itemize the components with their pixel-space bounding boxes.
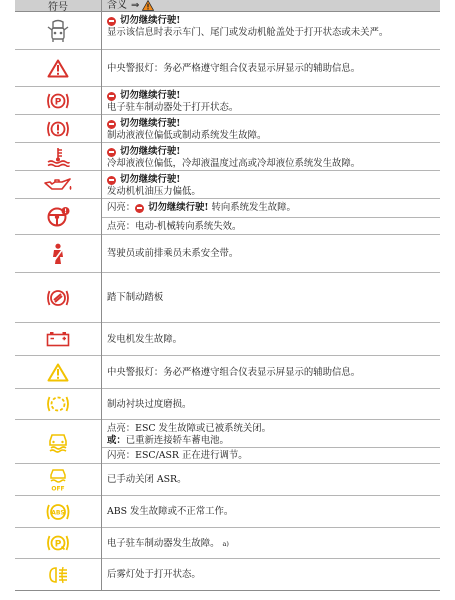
footnote-marker: a) <box>222 539 229 548</box>
description-text: 驾驶员或前排乘员未系安全带。 <box>107 248 239 259</box>
meaning-cell <box>101 115 440 142</box>
flash-label: 闪亮： <box>107 202 136 213</box>
meaning-cell <box>101 528 440 558</box>
battery-icon <box>46 331 70 347</box>
rear-fog-light-icon <box>46 566 70 584</box>
symbol-cell <box>15 235 101 272</box>
asr-off-icon <box>47 468 69 492</box>
symbol-cell <box>15 356 101 388</box>
seatbelt-icon <box>49 243 67 265</box>
meaning-cell <box>101 323 440 355</box>
symbol-cell <box>15 273 101 322</box>
stop-icon <box>107 176 116 185</box>
description-text: 后雾灯处于打开状态。 <box>107 569 201 580</box>
esc-icon <box>47 431 69 453</box>
symbol-cell <box>15 143 101 170</box>
column-divider <box>101 0 102 591</box>
stop-icon <box>135 204 144 213</box>
warning-text: 切勿继续行驶! <box>120 118 181 129</box>
off-label: OFF <box>51 485 65 492</box>
symbol-cell <box>15 199 101 234</box>
table-row <box>15 87 440 115</box>
description-text: 制动液液位偏低或制动系统发生故障。 <box>107 130 267 141</box>
brake-system-icon <box>46 119 70 139</box>
symbol-cell <box>15 464 101 495</box>
brake-pad-wear-icon <box>46 394 70 414</box>
table-row <box>15 143 440 171</box>
door-open-car-icon <box>47 19 69 43</box>
meaning-cell <box>101 496 440 527</box>
stop-icon <box>107 148 116 157</box>
description-text: 显示该信息时表示车门、尾门或发动机舱盖处于打开状态或未关严。 <box>107 27 389 38</box>
meaning-cell <box>101 464 440 495</box>
header-meaning: 含义 <box>107 0 127 11</box>
warning-triangle-icon <box>47 59 69 78</box>
symbol-cell <box>15 559 101 590</box>
description-text: 发电机发生故障。 <box>107 333 183 345</box>
table-row <box>15 273 440 323</box>
description-text: 已重新连接轿车蓄电池。 <box>125 435 229 446</box>
symbol-cell <box>15 171 101 198</box>
description-text: 电子驻车制动器处于打开状态。 <box>107 102 239 113</box>
table-row <box>15 389 440 420</box>
table-row <box>15 199 440 235</box>
table-row <box>15 235 440 273</box>
symbol-cell <box>15 87 101 114</box>
table-row <box>15 420 440 464</box>
parking-brake-icon <box>46 91 70 111</box>
meaning-cell <box>101 389 440 419</box>
table-row <box>15 528 440 559</box>
oil-pressure-icon <box>43 177 73 193</box>
meaning-cell <box>101 273 440 322</box>
warning-triangle-yellow-icon <box>47 363 69 382</box>
symbol-cell <box>15 115 101 142</box>
parking-brake-yellow-icon <box>46 533 70 553</box>
description-text: 制动衬块过度磨损。 <box>107 398 192 410</box>
header-arrow: ⇒ <box>131 0 140 11</box>
description-text: ABS 发生故障或不正常工作。 <box>107 506 234 517</box>
table-header <box>15 0 440 12</box>
description-text: 闪亮：ESC/ASR 正在进行调节。 <box>107 450 248 461</box>
table-row <box>15 12 440 50</box>
table-row <box>15 323 440 356</box>
description-text: 点亮：ESC 发生故障或已被系统关闭。 <box>107 423 272 434</box>
table-row <box>15 496 440 528</box>
meaning-cell <box>101 50 440 86</box>
symbol-cell <box>15 323 101 355</box>
stop-icon <box>107 92 116 101</box>
description-text: 已手动关闭 ASR。 <box>107 474 187 485</box>
abs-icon <box>45 502 71 522</box>
description-text: 转向系统发生故障。 <box>211 202 296 213</box>
meaning-cell-lit <box>101 217 440 235</box>
svg-text:P: P <box>54 539 62 550</box>
symbol-cell <box>15 528 101 558</box>
meaning-cell <box>101 171 440 198</box>
coolant-temperature-icon <box>46 147 70 167</box>
meaning-cell <box>101 143 440 170</box>
meaning-cell <box>101 356 440 388</box>
svg-text:P: P <box>54 97 62 107</box>
meaning-cell <box>101 235 440 272</box>
meaning-cell <box>101 12 440 49</box>
table-row <box>15 464 440 496</box>
abs-label: ABS <box>51 508 65 516</box>
warning-text: 切勿继续行驶! <box>120 146 181 157</box>
symbol-cell <box>15 12 101 49</box>
meaning-cell-flash <box>101 447 440 464</box>
symbol-cell <box>15 496 101 527</box>
meaning-cell <box>101 559 440 590</box>
symbol-cell <box>15 50 101 86</box>
description-text: 中央警报灯：务必严格遵守组合仪表显示屏显示的辅助信息。 <box>107 62 361 74</box>
meaning-cell-flash <box>101 199 440 217</box>
stop-icon <box>107 120 116 129</box>
warning-triangle-icon <box>142 0 154 11</box>
or-label: 或： <box>107 435 126 446</box>
symbol-cell <box>15 389 101 419</box>
meaning-cell-lit <box>101 420 440 446</box>
description-text: 点亮：电动-机械转向系统失效。 <box>107 221 242 232</box>
table-row <box>15 171 440 199</box>
brake-pedal-icon <box>46 287 70 309</box>
meaning-cell <box>101 87 440 114</box>
warning-text: 切勿继续行驶! <box>148 202 209 213</box>
table-row <box>15 559 440 591</box>
table-row <box>15 50 440 87</box>
table-row <box>15 115 440 143</box>
table-row <box>15 356 440 389</box>
steering-fault-icon <box>46 206 70 228</box>
description-text: 电子驻车制动器发生故障。 <box>107 537 220 549</box>
description-text: 踏下制动踏板 <box>107 292 164 303</box>
warning-text: 切勿继续行驶! <box>120 174 181 185</box>
header-symbol: 符号 <box>48 2 68 13</box>
warning-text: 切勿继续行驶! <box>120 90 181 101</box>
description-text: 冷却液液位偏低，冷却液温度过高或冷却液位系统发生故障。 <box>107 158 361 169</box>
symbol-cell <box>15 420 101 463</box>
description-text: 发动机机油压力偏低。 <box>107 186 201 197</box>
stop-icon <box>107 17 116 26</box>
description-text: 中央警报灯：务必严格遵守组合仪表显示屏显示的辅助信息。 <box>107 366 361 378</box>
warning-text: 切勿继续行驶! <box>120 15 181 26</box>
header-meaning-cell <box>101 0 440 11</box>
